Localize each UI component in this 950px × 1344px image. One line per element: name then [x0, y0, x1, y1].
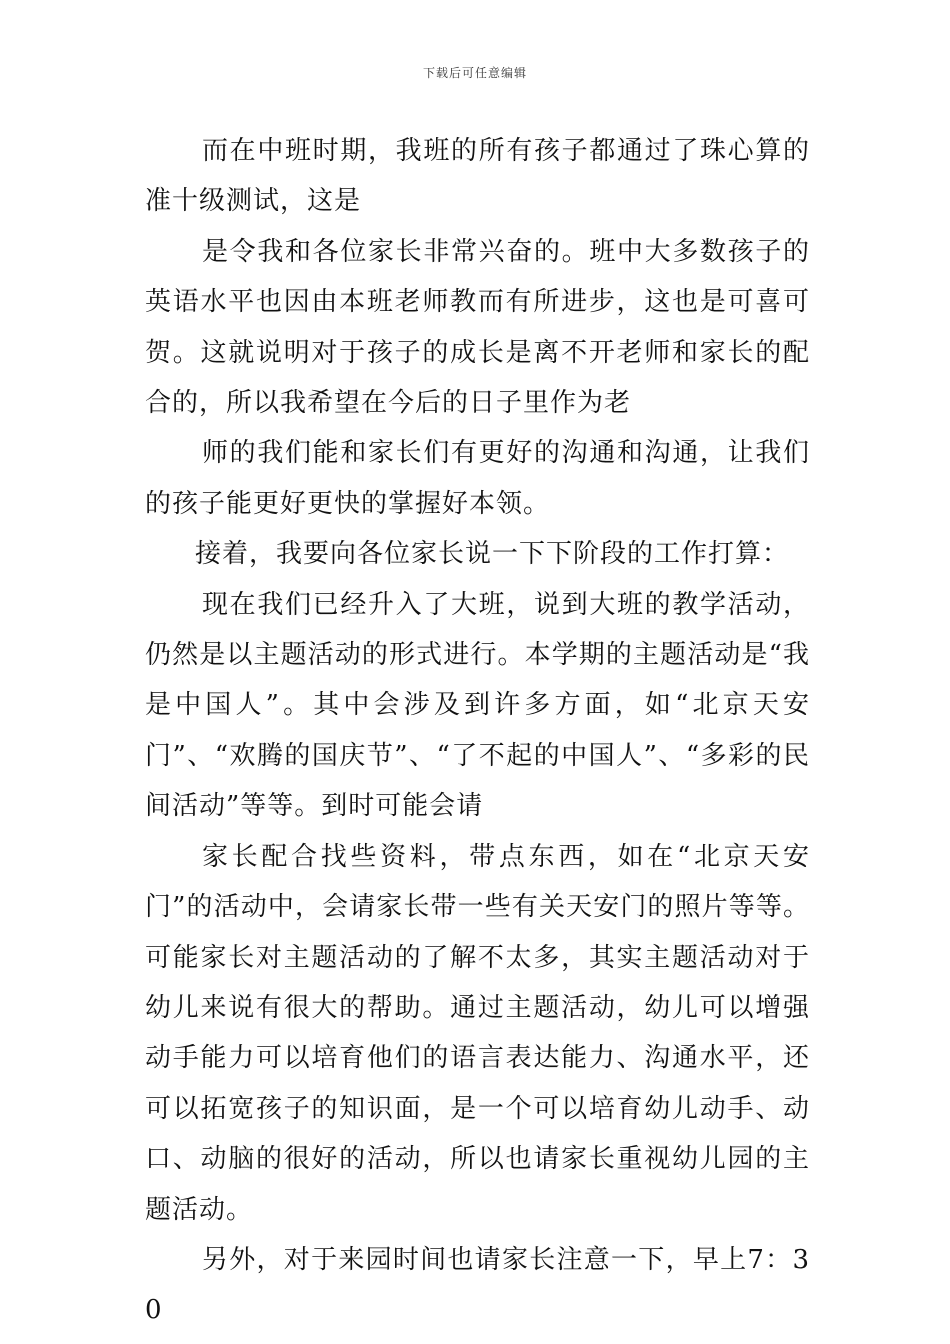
- paragraph-7: 另外，对于来园时间也请家长注意一下，早上7：30: [145, 1244, 810, 1326]
- paragraph-1: 而在中班时期，我班的所有孩子都通过了珠心算的准十级测试，这是: [145, 136, 810, 217]
- paragraph-2: 是令我和各位家长非常兴奋的。班中大多数孩子的英语水平也因由本班老师教而有所进步，这也是可喜可贺。这就说明对于孩子的成长是离不开老师和家长的配合的，所以我希望在今后的日子里作为老: [145, 236, 810, 419]
- page-header: 下载后可任意编辑: [422, 66, 527, 80]
- document-body: [145, 126, 810, 1336]
- paragraph-6: 家长配合找些资料，带点东西，如在“北京天安门”的活动中，会请家长带一些有关天安门的照片等等。可能家长对主题活动的了解不太多，其实主题活动对于幼儿来说有很大的帮助。通过主题活动，幼儿可以增强动手能力可以培育他们的语言表达能力、沟通水平，还可以拓宽孩子的知识面，是一个可以培育幼儿动手、动口、动脑的很好的活动，所以也请家长重视幼儿园的主题活动。: [145, 841, 810, 1225]
- paragraph-4: 接着，我要向各位家长说一下下阶段的工作打算：: [195, 539, 790, 570]
- paragraph-5: 现在我们已经升入了大班，说到大班的教学活动，仍然是以主题活动的形式进行。本学期的主题活动是“我是中国人”。其中会涉及到许多方面，如“北京天安门”、“欢腾的国庆节”、“了不起的中国人”、“多彩的民间活动”等等。到时可能会请: [145, 589, 810, 822]
- paragraph-3: 师的我们能和家长们有更好的沟通和沟通，让我们的孩子能更好更快的掌握好本领。: [145, 438, 810, 519]
